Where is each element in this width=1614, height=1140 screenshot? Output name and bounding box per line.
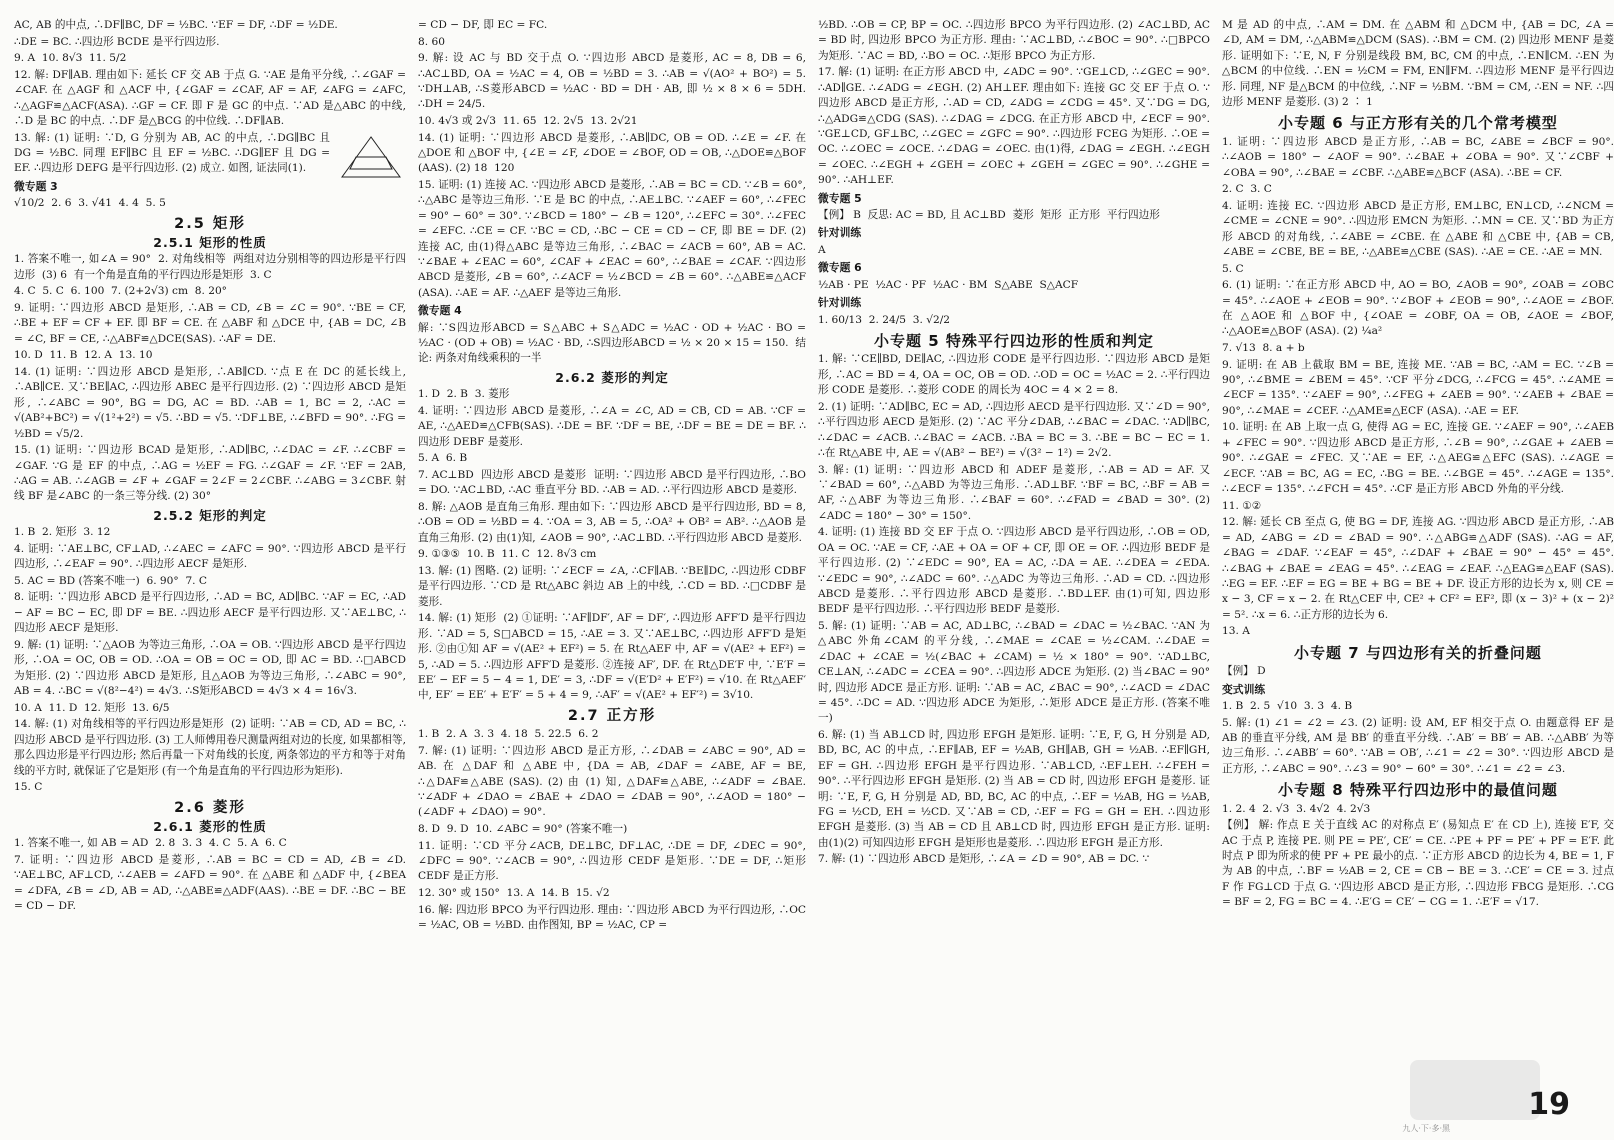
column-3 xyxy=(818,18,1214,1116)
answer-paragraph: 9. 证明: 在 AB 上截取 BM = BE, 连接 ME. ∵AB = BC, ∴AM = EC. ∵∠B = 90°, ∴∠BME = ∠BEM = 45°. ∵CF 平分∠DCG, ∴∠FCG = 45°. ∴∠AME = ∠ECF = 135°. ∵∠AEF = 90°, ∴∠FEG + ∠AEB = 90°. ∵∠AEB + ∠BAE = 90°, ∴∠MAE = ∠CEF. ∴△AME≌△ECF (ASA). ∴AE = EF. xyxy=(1222,358,1614,417)
answer-paragraph: 10. D 11. B 12. A 13. 10 xyxy=(14,349,153,362)
answer-paragraph: 14. (1) 证明: ∵四边形 ABCD 是菱形, ∴AB∥DC, OB = OD. ∴∠E = ∠F. 在 △DOE 和 △BOF 中, {∠E = ∠F, ∠DOE = ∠BOF, OD = OB, ∴△DOE≌△BOF (AAS). (2) 18 120 xyxy=(418,131,810,175)
answer-paragraph: 15. (1) 证明: ∵四边形 BCAD 是矩形, ∴AD∥BC, ∴∠DAC = ∠F. ∴∠CBF = ∠GAF. ∵G 是 EF 的中点, ∴AG = ½EF = FG. ∴∠GAF = ∠F. ∵EF = 2AB, ∴AG = AB. ∴∠AGB = ∠F + ∠GAF = 2∠F = 2∠CBF. ∴∠ABG = 3∠CBF. 射线 BF 是∠ABC 的一条三等分线. (2) 30° xyxy=(14,444,410,503)
answer-paragraph: 7. √13 8. a + b xyxy=(1222,342,1305,355)
answer-paragraph: 9. 证明: ∵四边形 ABCD 是矩形, ∴AB = CD, ∠B = ∠C = 90°. ∵BE = CF, ∴BE + EF = CF + EF. 即 BF = CE. 在 △ABF 和 △DCE 中, {AB = DC, ∠B = ∠C, BF = CE, ∴△ABF≌△DCE(SAS). ∴AF = DE. xyxy=(14,302,410,345)
block-label: 变式训练 xyxy=(1222,682,1266,696)
answer-paragraph: 9. ①③⑤ 10. B 11. C 12. 8√3 cm xyxy=(418,548,597,561)
answer-paragraph: A xyxy=(818,243,826,256)
answer-paragraph: 10. 证明: 在 AB 上取一点 G, 使得 AG = EC, 连接 GE. ∵∠AEF = 90°, ∴∠AEB + ∠FEC = 90°. ∵四边形 ABCD 是正方形, ∴∠B = 90°, ∴∠GAE + ∠AEB = 90°. ∴∠GAE = ∠FEC. 又∵AE = EF, ∴△AEG≌△EFC (SAS). ∴∠AGE = ∠ECF. ∵AB = BC, AG = EC, ∴BG = BE. ∴∠BGE = 45°. ∴∠AGE = 135°. ∴∠ECF = 135°. ∴∠FCH = 45°. ∴CF 是正方形 ABCD 外角的平分线. xyxy=(1222,421,1614,496)
answer-paragraph: 14. 解: (1) 矩形 (2) ①证明: ∵AF∥DF′, AF = DF′, ∴四边形 AFF′D 是平行四边形. ∵AD = 5, S□ABCD = 15, ∴AE = 3. 又∵AE⊥BC, ∴四边形 AFF′D 是矩形. ②由①知 AF = √(AE² + EF²) = 5. 在 Rt△AEF 中, AF = √(AE² + EF²) = 5, ∴AD = 5. ∴四边形 AFF′D 是菱形. ②连接 AF′, DF. 在 Rt△DE′F 中, ∵E′F = EE′ − EF = 5 − 4 = 1, DE′ = 3, ∴DF = √(E′D² + E′F²) = √10. 在 Rt△AEF′ 中, EF′ = EE′ + E′F′ = 5 + 4 = 9, ∴AF′ = √(AE² + EF′²) = 3√10. xyxy=(418,612,810,702)
quadrilateral-shape xyxy=(350,157,392,169)
section-heading: 2.5 矩形 xyxy=(174,215,246,232)
subsection-heading: 2.6.1 菱形的性质 xyxy=(153,818,267,834)
answer-paragraph: 1. 60/13 2. 24/5 3. √2/2 xyxy=(818,313,951,326)
answer-paragraph: = CD − DF, 即 EC = FC. xyxy=(418,19,548,31)
topic-heading: 小专题 5 特殊平行四边形的性质和判定 xyxy=(874,331,1154,350)
answer-paragraph: 12. 解: DF∥AB. 理由如下: 延长 CF 交 AB 于点 G. ∵AE 是角平分线, ∴∠GAF = ∠CAF. 在 △AGF 和 △ACF 中, {∠GAF = ∠CAF, AF = AF, ∠AFG = ∠AFC, ∴△AGF≌△ACF(ASA). ∴GF = CF. 即 F 是 GC 的中点. ∵AD 是△ABC 的中线, ∴D 是 BC 的中点. ∴DF 是△BCG 的中位线. ∴DF∥AB. xyxy=(14,68,410,127)
answer-paragraph: 4. 证明: ∵四边形 ABCD 是菱形, ∴∠A = ∠C, AD = CB, CD = AB. ∵CF = AE, ∴△AED≌△CFB(SAS). ∴DE = BF. ∵DF = BE, ∴DF = BE = DE = BF. ∴四边形 DEBF 是菱形. xyxy=(418,404,810,448)
answer-paragraph: 11. 证明: ∵CD 平分∠ACB, DE⊥BC, DF⊥AC, ∴DE = DF, ∠DEC = 90°, ∠DFC = 90°. ∵∠ACB = 90°, ∴四边形 CEDF 是矩形. ∵DE = DF, ∴矩形 CEDF 是正方形. xyxy=(418,839,810,883)
answer-paragraph: 2. C 3. C xyxy=(1222,183,1272,196)
answer-paragraph: 8. 证明: ∵四边形 ABCD 是平行四边形, ∴AD = BC, AD∥BC. ∵AF = EC, ∴AD − AF = BC − EC, 即 DF = BE. ∴四边形 AECF 是平行四边形. 又∵AE⊥BC, ∴四边形 AECF 是矩形. xyxy=(14,591,410,635)
answer-paragraph: 5. A 6. B xyxy=(418,452,468,465)
answer-paragraph: 7. 解: (1) 证明: ∵四边形 ABCD 是正方形, ∴∠DAB = ∠ABC = 90°, AD = AB. 在 △DAF 和 △ABE 中, {DA = AB, ∠DAF = ∠ABE, AF = BE, ∴△DAF≌△ABE (SAS). (2) 由 (1) 知, △DAF≌△ABE, ∴∠ADF = ∠BAE. ∵∠ADF + ∠DAO = ∠BAE + ∠DAO = ∠DAB = 90°, ∴∠AOD = 180° − (∠ADF + ∠DAO) = 90°. xyxy=(418,744,810,819)
answer-paragraph: 1. B 2. A 3. 3 4. 18 5. 22.5 6. 2 xyxy=(418,728,599,741)
answer-paragraph: 1. B 2. 矩形 3. 12 xyxy=(14,526,111,539)
answer-paragraph: 【例】 解: 作点 E 关于直线 AC 的对称点 E′ (易知点 E′ 在 CD 上), 连接 E′F, 交 AC 于点 P, 连接 PE. 则 PE = PE′, CE′ = CE. ∴PE + PF = PE′ + PF = E′F. 此时点 P 即为所求的使 PF + PE 最小的点. ∵正方形 ABCD 的边长为 4, BE = 1, F 为 AB 的中点, ∴BF = ½AB = 2, CE = CB − BE = 3. ∴CE′ = CE = 3. 过点 F 作 FG⊥CD 于点 G. ∵四边形 ABCD 是正方形, ∴四边形 FBCG 是矩形. ∴CG = BF = 2, FG = BC = 4. ∴E′G = CE′ − CG = 1. ∴E′F = √17. xyxy=(1222,819,1614,909)
footer-mark: 九人·下·多·黑 xyxy=(1402,1124,1450,1133)
answer-paragraph: 5. AC = BD (答案不唯一) 6. 90° 7. C xyxy=(14,574,208,587)
answer-paragraph: 13. 解: (1) 证明: ∵D, G 分别为 AB, AC 的中点, ∴DG∥BC 且 DG = ½BC. 同理 EF∥BC 且 EF = ½BC. ∴DG∥EF 且 DG = EF. ∴四边形 DEFG 是平行四边形. (2) 成立. 如图, 证法同(1). xyxy=(14,131,334,175)
answer-paragraph: 14. 解: (1) 对角线相等的平行四边形是矩形 (2) 证明: ∵AB = CD, AD = BC, ∴四边形 ABCD 是平行四边形. (3) 工人师傅用卷尺测量两组对边的长度, 如果都相等, 那么四边形是平行四边形; 然后再量一下对角线的长度, 两条邻边的平方和等于对角线的平方时, 就保证了它是矩形 (有一个角是直角的平行四边形为矩形). xyxy=(14,718,410,777)
answer-paragraph: 5. C xyxy=(1222,262,1244,275)
topic-heading: 小专题 7 与四边形有关的折叠问题 xyxy=(1294,643,1542,662)
subsection-heading: 2.5.1 矩形的性质 xyxy=(153,235,267,251)
answer-paragraph: 8. 解: △AOB 是直角三角形. 理由如下: ∵四边形 ABCD 是平行四边形, BD = 8, ∴OB = OD = ½BD = 4. ∵OA = 3, AB = 5, ∴OA² + OB² = AB². ∴△AOB 是直角三角形. (2) 由(1)知, ∠AOB = 90°, ∴AC⊥BD. ∴平行四边形 ABCD 是菱形. xyxy=(418,500,810,544)
answer-paragraph: 4. 证明: ∵AE⊥BC, CF⊥AD, ∴∠AEC = ∠AFC = 90°. ∵四边形 ABCD 是平行四边形, ∴∠EAF = 90°. ∴四边形 AECF 是矩形. xyxy=(14,542,406,571)
answer-paragraph: M 是 AD 的中点, ∴AM = DM. 在 △ABM 和 △DCM 中, {AB = DC, ∠A = ∠D, AM = DM, ∴△ABM≌△DCM (SAS). ∴BM = CM. (2) 四边形 MENF 是菱形. 证明如下: ∵E, N, F 分别是线段 BM, BC, CM 的中点, ∴EN∥CM. ∴EN 为△BCM 的中位线. ∴EN = ½CM = FM, EN∥FM. ∴四边形 MENF 是平行四边形. 同理, NF 是△BCM 的中位线, ∴NF = ½BM. ∵BM = CM, ∴EN = NF. ∴四边形 MENF 是菱形. (3) 2 ∶ 1 xyxy=(1222,19,1614,109)
answer-paragraph: 7. AC⊥BD 四边形 ABCD 是菱形 证明: ∵四边形 ABCD 是平行四边形, ∴BO = DO. ∵AC⊥BD, ∴AC 垂直平分 BD. ∴AB = AD. ∴平行四边形 ABCD 是菱形. xyxy=(418,468,810,497)
answer-paragraph: 9. A 10. 8√3 11. 5/2 xyxy=(14,52,127,65)
answer-paragraph: 5. 解: (1) ∠1 = ∠2 = ∠3. (2) 证明: 设 AM, EF 相交于点 O. 由题意得 EF 是 AB 的垂直平分线, AM 是 BB′ 的垂直平分线. ∴AB′ = BB′ = AB. ∴△ABB′ 为等边三角形. ∴∠ABB′ = 60°. ∵AB = OB′, ∴∠1 = ∠2 = 30°. ∵四边形 ABCD 是正方形, ∴∠ABC = 90°. ∴∠3 = 90° − 60° = 30°. ∴∠1 = ∠2 = ∠3. xyxy=(1222,716,1614,775)
answer-paragraph: ½BD. ∴OB = CP, BP = OC. ∴四边形 BPCO 为平行四边形. (2) ∠AC⊥BD, AC = BD 时, 四边形 BPCO 为正方形. 理由: ∵AC⊥BD, ∴∠BOC = 90°. ∴□BPCO 为矩形. ∵AC = BD, ∴BO = OC. ∴矩形 BPCO 为正方形. xyxy=(818,19,1214,62)
page-number: 19 xyxy=(1528,1087,1570,1122)
answer-paragraph: 1. 答案不唯一, 如∠A = 90° 2. 对角线相等 两组对边分别相等的四边形是平行四边形 (3) 6 有一个角是直角的平行四边形是矩形 3. C xyxy=(14,253,406,281)
block-label: 微专题 5 xyxy=(818,191,862,205)
answer-paragraph: 1. B 2. 5 √10 3. 3 4. B xyxy=(1222,699,1353,712)
answer-paragraph: 1. 答案不唯一, 如 AB = AD 2. 8 3. 3 4. C 5. A 6. C xyxy=(14,837,287,850)
answer-paragraph: 6. 解: (1) 当 AB⊥CD 时, 四边形 EFGH 是矩形. 证明: ∵E, F, G, H 分别是 AD, BD, BC, AC 的中点, ∴EF∥AB, EF = ½AB, GH∥AB, GH = ½AB. ∴EF∥GH, EF = GH. ∴四边形 EFGH 是平行四边形. ∵AB⊥CD, ∴EF⊥EH. ∴∠FEH = 90°. ∴平行四边形 EFGH 是矩形. (2) 当 AB = CD 时, 四边形 EFGH 是菱形. 证明: ∵E, F, G, H 分别是 AD, BD, BC, AC 的中点, ∴EF = ½AB, HG = ½AB, FG = ½CD, EH = ½CD. 又∵AB = CD, ∴EF = FG = GH = EH. ∴四边形 EFGH 是菱形. (3) 当 AB = CD 且 AB⊥CD 时, 四边形 EFGH 是正方形. 证明: 由(1)(2) 可知四边形 EFGH 是矩形也是菱形. ∴四边形 EFGH 是正方形. xyxy=(818,729,1214,849)
block-label: 针对训练 xyxy=(818,296,862,310)
answer-paragraph: 9. 解: 设 AC 与 BD 交于点 O. ∵四边形 ABCD 是菱形, AC = 8, DB = 6, ∴AC⊥BD, OA = ½AC = 4, OB = ½BD = 3. ∴AB = √(AO² + BO²) = 5. ∵DH⊥AB, ∴S菱形ABCD = ½AC · BD = DH · AB, 即 ½ × 8 × 6 = 5DH. ∴DH = 24/5. xyxy=(418,52,810,111)
answer-paragraph: 9. 解: (1) 证明: ∵△AOB 为等边三角形, ∴OA = OB. ∵四边形 ABCD 是平行四边形, ∴OA = OC, OB = OD. ∴OA = OB = OC = OD, 即 AC = BD. ∴□ABCD 为矩形. (2) ∵四边形 ABCD 是矩形, 且△AOB 为等边三角形, ∴∠ABC = 90°, AB = 4. ∴BC = √(8²−4²) = 4√3. ∴S矩形ABCD = 4√3 × 4 = 16√3. xyxy=(14,638,410,698)
answer-paragraph: √10/2 2. 6 3. √41 4. 4 5. 5 xyxy=(14,197,166,210)
answer-paragraph: 【例】 D xyxy=(1222,665,1266,678)
section-heading: 2.6 菱形 xyxy=(174,799,246,816)
block-label: 微专题 4 xyxy=(418,304,462,318)
answer-paragraph: 12. 解: 延长 CB 至点 G, 使 BG = DF, 连接 AG. ∵四边形 ABCD 是正方形, ∴AB = AD, ∠ABG = ∠D = ∠BAD = 90°. ∴△ABG≌△ADF (SAS). ∴AG = AF, ∠BAG = ∠DAF. ∵∠EAF = 45°, ∴∠DAF + ∠BAE = 90° − 45° = 45°. ∴∠BAG + ∠BAE = ∠EAG = 45°. ∴∠EAG = ∠EAF. ∴△EAG≌△EAF (SAS). ∴EG = EF. ∴EF = EG = BE + BG = BE + DF. 设正方形的边长为 x, 则 CE = x − 3, CF = x − 2. 在 Rt△CEF 中, CE² + CF² = EF², 即 (x − 3)² + (x − 2)² = 5². ∴x = 6. ∴正方形的边长为 6. xyxy=(1222,516,1614,621)
answer-paragraph: 8. D 9. D 10. ∠ABC = 90° (答案不唯一) xyxy=(418,822,628,835)
answer-paragraph: 1. D 2. B 3. 菱形 xyxy=(418,388,510,401)
geometry-figure-icon xyxy=(336,133,406,181)
subsection-heading: 2.6.2 菱形的判定 xyxy=(555,369,669,385)
answer-paragraph: 2. (1) 证明: ∵AD∥BC, EC = AD, ∴四边形 AECD 是平行四边形. 又∵∠D = 90°, ∴平行四边形 AECD 是矩形. (2) ∵AC 平分∠DAB, ∴∠BAC = ∠DAC. ∵AD∥BC, ∴∠DAC = ∠ACB. ∴∠BAC = ∠ACB. ∴BA = BC = 3. ∴BE = BC − EC = 1. ∴在 Rt△ABE 中, AE = √(AB² − BE²) = √(3² − 1²) = 2√2. xyxy=(818,400,1214,459)
answer-paragraph: 3. 解: (1) 证明: ∵四边形 ABCD 和 ADEF 是菱形, ∴AB = AD = AF. 又∵∠BAD = 60°, ∴△ABD 为等边三角形. ∴AD⊥BF. ∵BF = BC, ∴BF = AB = AF, ∴△ABF 为等边三角形. ∴∠BAF = 60°. ∴∠FAD = ∠BAD = 30°. (2) ∠ADC = 180° − 30° = 150°. xyxy=(818,463,1214,522)
answer-paragraph: 13. 解: (1) 图略. (2) 证明: ∵∠ECF = ∠A, ∴CF∥AB. ∵BE∥DC, ∴四边形 CDBF 是平行四边形. ∵CD 是 Rt△ABC 斜边 AB 上的中线, ∴CD = BD. ∴□CDBF 是菱形. xyxy=(418,564,810,608)
answer-paragraph: ½AB · PE ½AC · PF ½AC · BM S△ABE S△ACF xyxy=(818,278,1079,291)
answer-paragraph: 7. 证明: ∵四边形 ABCD 是菱形, ∴AB = BC = CD = AD, ∠B = ∠D. ∵AE⊥BC, AF⊥CD, ∴∠AEB = ∠AFD = 90°. 在 △ABE 和 △ADF 中, {∠BEA = ∠DFA, ∠B = ∠D, AB = AD, ∴△ABE≌△ADF(AAS). ∴BE = DF. ∴BC − BE = CD − DF. xyxy=(14,853,410,913)
subsection-heading: 2.5.2 矩形的判定 xyxy=(153,507,267,523)
block-label: 针对训练 xyxy=(818,226,862,240)
answer-paragraph: 7. 解: (1) ∵四边形 ABCD 是矩形, ∴∠A = ∠D = 90°, AB = DC. ∵ xyxy=(818,853,1150,866)
answer-paragraph: 1. 2. 4 2. √3 3. 4√2 4. 2√3 xyxy=(1222,802,1371,815)
topic-heading: 小专题 8 特殊平行四边形中的最值问题 xyxy=(1278,781,1558,800)
answer-paragraph: 12. 30° 或 150° 13. A 14. B 15. √2 xyxy=(418,886,610,899)
answer-paragraph: 11. ①② xyxy=(1222,499,1262,512)
answer-paragraph: ∴DE = BC. ∴四边形 BCDE 是平行四边形. xyxy=(14,35,220,48)
answer-paragraph: 15. 证明: (1) 连接 AC. ∵四边形 ABCD 是菱形, ∴AB = BC = CD. ∵∠B = 60°, ∴△ABC 是等边三角形. ∵E 是 BC 的中点, ∴AE⊥BC. ∵∠AEF = 60°, ∴∠FEC = 90° − 60° = 30°. ∵∠BCD = 180° − ∠B = 120°, ∴∠EFC = 30°. ∴∠FEC = ∠EFC. ∴CE = CF. ∵BC = CD, ∴BC − CE = CD − CF, 即 BE = DF. (2) 连接 AC, 由(1)得△ABC 是等边三角形, ∴∠BAC = ∠ACB = 60°, AB = AC. ∵∠BAE + ∠EAC = 60°, ∠CAF + ∠EAC = 60°, ∴∠BAE = ∠CAF. ∵四边形 ABCD 是菱形, ∠B = 60°, ∴∠ACF = ½∠BCD = ∠B = 60°. ∴△ABE≌△ACF (ASA). ∴AE = AF. ∴△AEF 是等边三角形. xyxy=(418,179,810,299)
column-4 xyxy=(1222,18,1614,1116)
answer-paragraph: 14. (1) 证明: ∵四边形 ABCD 是矩形, ∴AB∥CD. ∵点 E 在 DC 的延长线上, ∴AB∥CE. 又∵BE∥AC, ∴四边形 ABEC 是平行四边形. (2) ∵四边形 ABCD 是矩形, ∴∠ABC = 90°, BG = DG, AC = BD. ∴AB = 1, BC = 2, ∴AC = √(AB²+BC²) = √(1²+2²) = √5. ∴BD = √5. ∵DF⊥BE, ∴∠BFD = 90°. ∴FG = ½BD = √5/2. xyxy=(14,366,410,440)
section-heading: 2.7 正方形 xyxy=(567,707,657,724)
answer-paragraph: 10. A 11. D 12. 矩形 13. 6/5 xyxy=(14,701,170,714)
answer-paragraph: 6. (1) 证明: ∵在正方形 ABCD 中, AO = BO, ∠AOB = 90°, ∠OAB = ∠OBC = 45°. ∴∠AOE + ∠EOB = 90°. ∵∠BOF + ∠EOB = 90°, ∴∠AOE = ∠BOF. 在 △AOE 和 △BOF 中, {∠OAE = ∠OBF, OA = OB, ∠AOE = ∠BOF, ∴△AOE≌△BOF (ASA). (2) ¼a² xyxy=(1222,279,1614,338)
block-label: 微专题 6 xyxy=(818,261,862,275)
answer-paragraph: 4. 证明: (1) 连接 BD 交 EF 于点 O. ∵四边形 ABCD 是平行四边形, ∴OB = OD, OA = OC. ∵AE = CF, ∴AE + OA = OF + CF, 即 OE = OF. ∴四边形 BEDF 是平行四边形. (2) ∵∠EDC = 90°, EA = AC, ∴DA = AE. ∴∠DEA = ∠EDA. ∵∠EDC = 90°, ∴∠ADC = 60°. ∴△ADC 为等边三角形. ∴AD = CD. ∴四边形 ABCD 是菱形. ∴平行四边形 ABCD 是菱形. ∴BD⊥EF. 由(1)可知, 四边形 BEDF 是平行四边形. ∴平行四边形 BEDF 是菱形. xyxy=(818,526,1214,616)
answer-paragraph: 1. 证明: ∵四边形 ABCD 是正方形, ∴AB = BC, ∠ABE = ∠BCF = 90°. ∴∠AOB = 180° − ∠AOF = 90°. ∴∠BAE + ∠OBA = 90°. 又∵∠CBF + ∠OBA = 90°, ∴∠BAE = ∠CBF. ∴△ABE≌△BCF (ASA). ∴BE = CF. xyxy=(1222,135,1614,179)
answer-paragraph: 13. A xyxy=(1222,625,1250,638)
answer-paragraph: AC, AB 的中点, ∴DF∥BC, DF = ½BC. ∵EF = DF, ∴DF = ½DE. xyxy=(14,19,338,31)
answer-paragraph: 10. 4√3 或 2√3 11. 65 12. 2√5 13. 2√21 xyxy=(418,115,638,127)
topic-heading: 小专题 6 与正方形有关的几个常考模型 xyxy=(1278,114,1558,133)
answer-paragraph: 1. 解: ∵CE∥BD, DE∥AC, ∴四边形 CODE 是平行四边形. ∵四边形 ABCD 是矩形, ∴AC = BD = 4, OA = OC, OB = OD. ∴OD = OC = ½AC = 2. ∴平行四边形 CODE 是菱形. ∴菱形 CODE 的周长为 4OC = 4 × 2 = 8. xyxy=(818,353,1210,397)
answer-paragraph: 5. 解: (1) 证明: ∵AB = AC, AD⊥BC, ∴∠BAD = ∠DAC = ½∠BAC. ∵AN 为△ABC 外角∠CAM 的平分线, ∴∠MAE = ∠CAE = ½∠CAM. ∴∠DAE = ∠DAC + ∠CAE = ½(∠BAC + ∠CAM) = ½ × 180° = 90°. ∵AD⊥BC, CE⊥AN, ∴∠ADC = ∠CEA = 90°. ∴四边形 ADCE 为矩形. (2) 当∠BAC = 90° 时, 四边形 ADCE 是正方形. 证明: ∵AB = AC, ∠BAC = 90°, ∴∠ACD = ∠DAC = 45°. ∴DC = AD. ∵四边形 ADCE 为矩形, ∴矩形 ADCE 是正方形. (答案不唯一) xyxy=(818,619,1214,725)
answer-paragraph: 17. 解: (1) 证明: 在正方形 ABCD 中, ∠ADC = 90°. ∵GE⊥CD, ∴∠GEC = 90°. ∴AD∥GE. ∴∠ADG = ∠EGH. (2) AH⊥EF. 理由如下: 连接 GC 交 EF 于点 O. ∵四边形 ABCD 是正方形, ∴AD = CD, ∠ADG = ∠CDG = 45°. 又∵DG = DG, ∴△ADG≌△CDG (SAS). ∴∠DAG = ∠DCG. 在正方形 ABCD 中, ∠ECF = 90°. ∵GE⊥CD, GF⊥BC, ∴∠GEC = ∠GFC = 90°. ∴四边形 FCEG 为矩形. ∴OE = OC. ∴∠OEC = ∠OCE. ∴∠DAG = ∠OEC. 由(1)得, ∠DAG = ∠EGH. ∴∠EGH = ∠OEC. ∴∠EGH + ∠GEH = ∠OEC + ∠GEH = ∠GEC = 90°. ∴∠GHE = 90°. ∴AH⊥EF. xyxy=(818,66,1214,187)
column-2 xyxy=(418,18,810,1116)
answer-paragraph: 16. 解: 四边形 BPCO 为平行四边形. 理由: ∵四边形 ABCD 为平行四边形, ∴OC = ½AC, OB = ½BD. 由作图知, BP = ½AC, CP = xyxy=(418,903,810,931)
watermark-logo xyxy=(1410,1060,1540,1120)
answer-paragraph: 4. C 5. C 6. 100 7. (2+2√3) cm 8. 20° xyxy=(14,285,227,298)
answer-paragraph: 8. 60 xyxy=(418,35,445,48)
answer-paragraph: 15. C xyxy=(14,781,43,794)
block-label: 微专题 3 xyxy=(14,179,58,193)
answer-paragraph: 解: ∵S四边形ABCD = S△ABC + S△ADC = ½AC · OD + ½AC · BO = ½AC · (OD + OB) = ½AC · BD, ∴S四边形ABCD = ½ × 20 × 15 = 150. 结论: 两条对角线乘积的一半 xyxy=(418,321,810,365)
answer-paragraph: 4. 证明: 连接 EC. ∵四边形 ABCD 是正方形, EM⊥BC, EN⊥CD, ∴∠NCM = ∠CME = ∠CNE = 90°. ∴四边形 EMCN 为矩形. ∴MN = CE. 又∵BD 为正方形 ABCD 的对角线, ∴∠ABE = ∠CBE. 在 △ABE 和 △CBE 中, {AB = CB, ∠ABE = ∠CBE, BE = BE, ∴△ABE≌△CBE (SAS). ∴AE = CE. ∴AE = MN. xyxy=(1222,199,1614,259)
answer-paragraph: 【例】 B 反思: AC = BD, 且 AC⊥BD 菱形 矩形 正方形 平行四边形 xyxy=(818,209,1160,222)
column-1 xyxy=(14,18,410,1116)
